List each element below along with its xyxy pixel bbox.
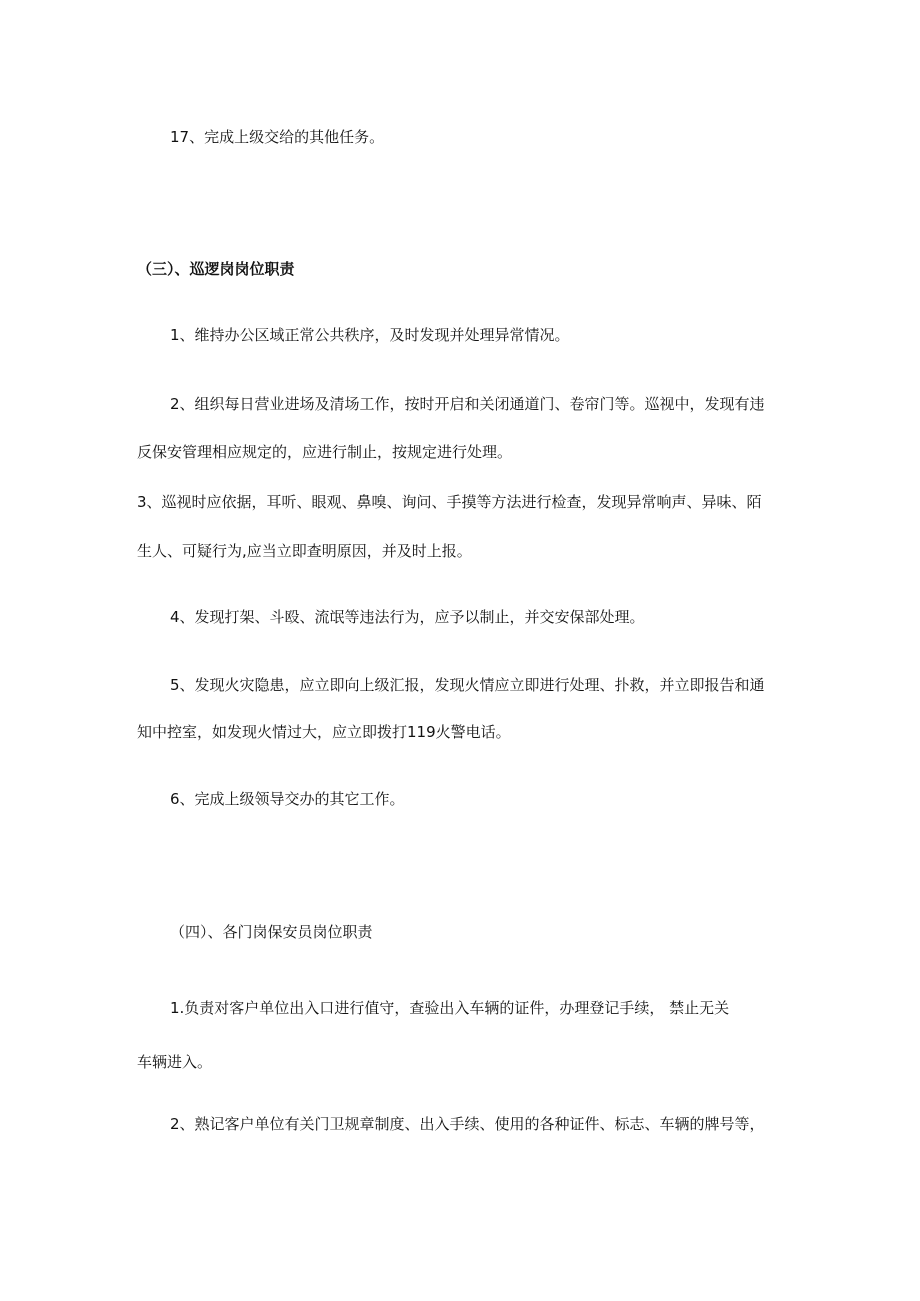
patrol-duty-5-line-2: 知中控室，如发现火情过大，应立即拨打119火警电话。 <box>137 723 511 741</box>
patrol-duty-3-line-1: 3、巡视时应依据，耳听、眼观、鼻嗅、询问、手摸等方法进行检查，发现异常响声、异味、陌 <box>137 493 762 511</box>
section-heading-patrol: （三）、巡逻岗岗位职责 <box>137 260 295 278</box>
gate-duty-2-line-1: 2、熟记客户单位有关门卫规章制度、出入手续、使用的各种证件、标志、车辆的牌号等， <box>170 1115 765 1133</box>
patrol-duty-4: 4、发现打架、斗殴、流氓等违法行为，应予以制止，并交安保部处理。 <box>170 608 645 626</box>
task-item-17: 17、完成上级交给的其他任务。 <box>170 128 385 146</box>
patrol-duty-3-line-2: 生人、可疑行为,应当立即查明原因，并及时上报。 <box>137 542 472 560</box>
gate-duty-1-line-1: 1.负责对客户单位出入口进行值守，查验出入车辆的证件，办理登记手续， 禁止无关 <box>170 999 730 1017</box>
patrol-duty-2-line-2: 反保安管理相应规定的，应进行制止，按规定进行处理。 <box>137 443 513 461</box>
patrol-duty-5-line-1: 5、发现火灾隐患，应立即向上级汇报，发现火情应立即进行处理、扑救，并立即报告和通 <box>170 676 765 694</box>
gate-duty-1-line-2: 车辆进入。 <box>137 1053 213 1071</box>
section-heading-gate-guard: （四）、各门岗保安员岗位职责 <box>170 923 373 941</box>
patrol-duty-2-line-1: 2、组织每日营业进场及清场工作，按时开启和关闭通道门、卷帘门等。巡视中，发现有违 <box>170 395 765 413</box>
patrol-duty-6: 6、完成上级领导交办的其它工作。 <box>170 790 405 808</box>
patrol-duty-1: 1、维持办公区域正常公共秩序，及时发现并处理异常情况。 <box>170 326 570 344</box>
